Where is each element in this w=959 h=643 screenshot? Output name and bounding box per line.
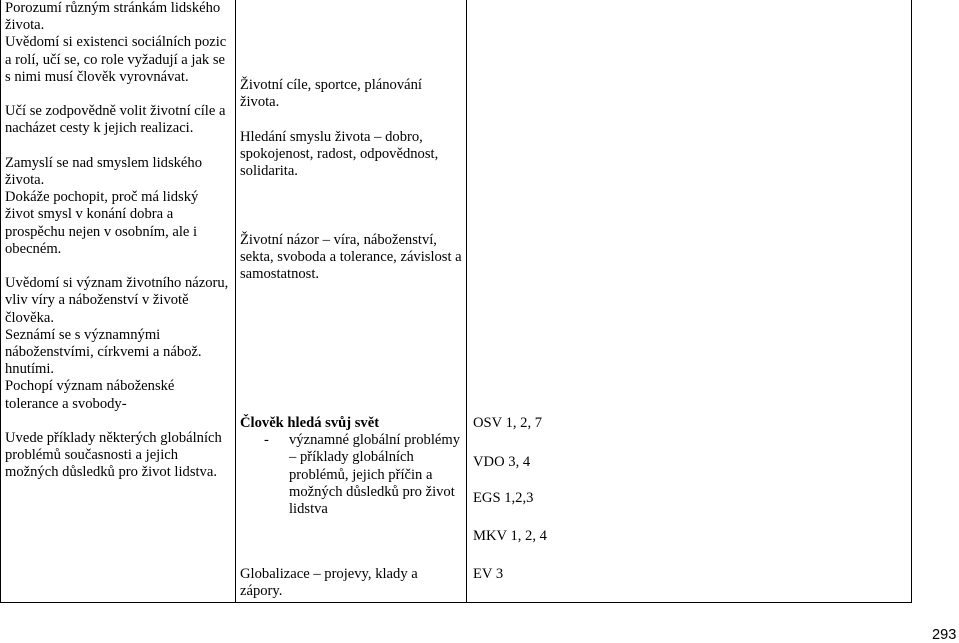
theme-code: EGS 1,2,3	[473, 490, 534, 506]
topic-text: Hledání smyslu života – dobro, spokojenost, radost, odpovědnost, solidarita.	[240, 128, 439, 179]
page-number: 293	[932, 627, 957, 643]
outcome-text: Uvědomí si existenci sociálních pozic a rolí, učí se, co role vyžadují a jak se s nimi musí člověk vyrovnávat.	[5, 34, 227, 85]
subject-matter-bottom	[240, 415, 462, 518]
outcome-text: Seznámí se s významnými náboženstvími, církvemi a nábož. hnutími.	[5, 326, 202, 378]
cross-curricular-item	[473, 454, 673, 471]
spacer	[240, 197, 462, 214]
outcome-text: Uvede příklady některých globálních problémů současnosti a jejich možných důsledků pro život lidstva.	[5, 430, 222, 481]
spacer	[240, 180, 462, 197]
theme-code: EV 3	[473, 566, 504, 582]
outcome-text: Zamyslí se nad smyslem lidského života.	[5, 154, 202, 188]
outcome-text: Dokáže pochopit, proč má lidský život smysl v konání dobra a prospěchu nejen v osobním, ale i obecném.	[5, 189, 199, 257]
topic-text: Životní názor – víra, náboženství, sekta, svoboda a tolerance, závislost a samostatnost.	[240, 231, 462, 283]
outcomes-column	[5, 0, 230, 482]
list-item-text: významné globální problémy – příklady globálních problémů, jejich příčin a možných důsledků pro život lidstva	[289, 432, 461, 518]
cross-curricular-item	[473, 566, 673, 583]
topic-text: Životní cíle, sportce, plánování života.	[240, 77, 422, 111]
theme-code: VDO 3, 4	[473, 454, 531, 470]
topic-text: Globalizace – projevy, klady a zápory.	[240, 566, 418, 600]
subject-matter-globalization	[240, 566, 462, 600]
table-divider-1	[235, 0, 236, 603]
spacer	[5, 138, 230, 155]
cross-curricular-item	[473, 528, 673, 545]
cross-curricular-item	[473, 415, 673, 432]
list-dash: -	[264, 432, 269, 449]
cross-curricular-item	[473, 490, 673, 507]
spacer	[5, 258, 230, 275]
subject-matter-top	[240, 77, 462, 283]
outcome-text: Učí se zodpovědně volit životní cíle a nacházet cesty k jejich realizaci.	[5, 103, 226, 137]
spacer	[5, 413, 230, 430]
outcome-text: Pochopí význam náboženské tolerance a svobody-	[5, 378, 175, 412]
outcome-text: Uvědomí si význam životního názoru, vliv víry a náboženství v životě člověka.	[5, 275, 229, 326]
theme-code: OSV 1, 2, 7	[473, 415, 543, 431]
list-item	[240, 432, 462, 518]
table-divider-2	[466, 0, 467, 603]
spacer	[5, 86, 230, 103]
theme-code: MKV 1, 2, 4	[473, 528, 547, 544]
topic-heading: Člověk hledá svůj svět	[240, 415, 380, 431]
spacer	[240, 215, 462, 232]
table-border-left	[0, 0, 1, 603]
spacer	[240, 111, 462, 128]
outcome-text: Porozumí různým stránkám lidského života.	[5, 0, 221, 34]
